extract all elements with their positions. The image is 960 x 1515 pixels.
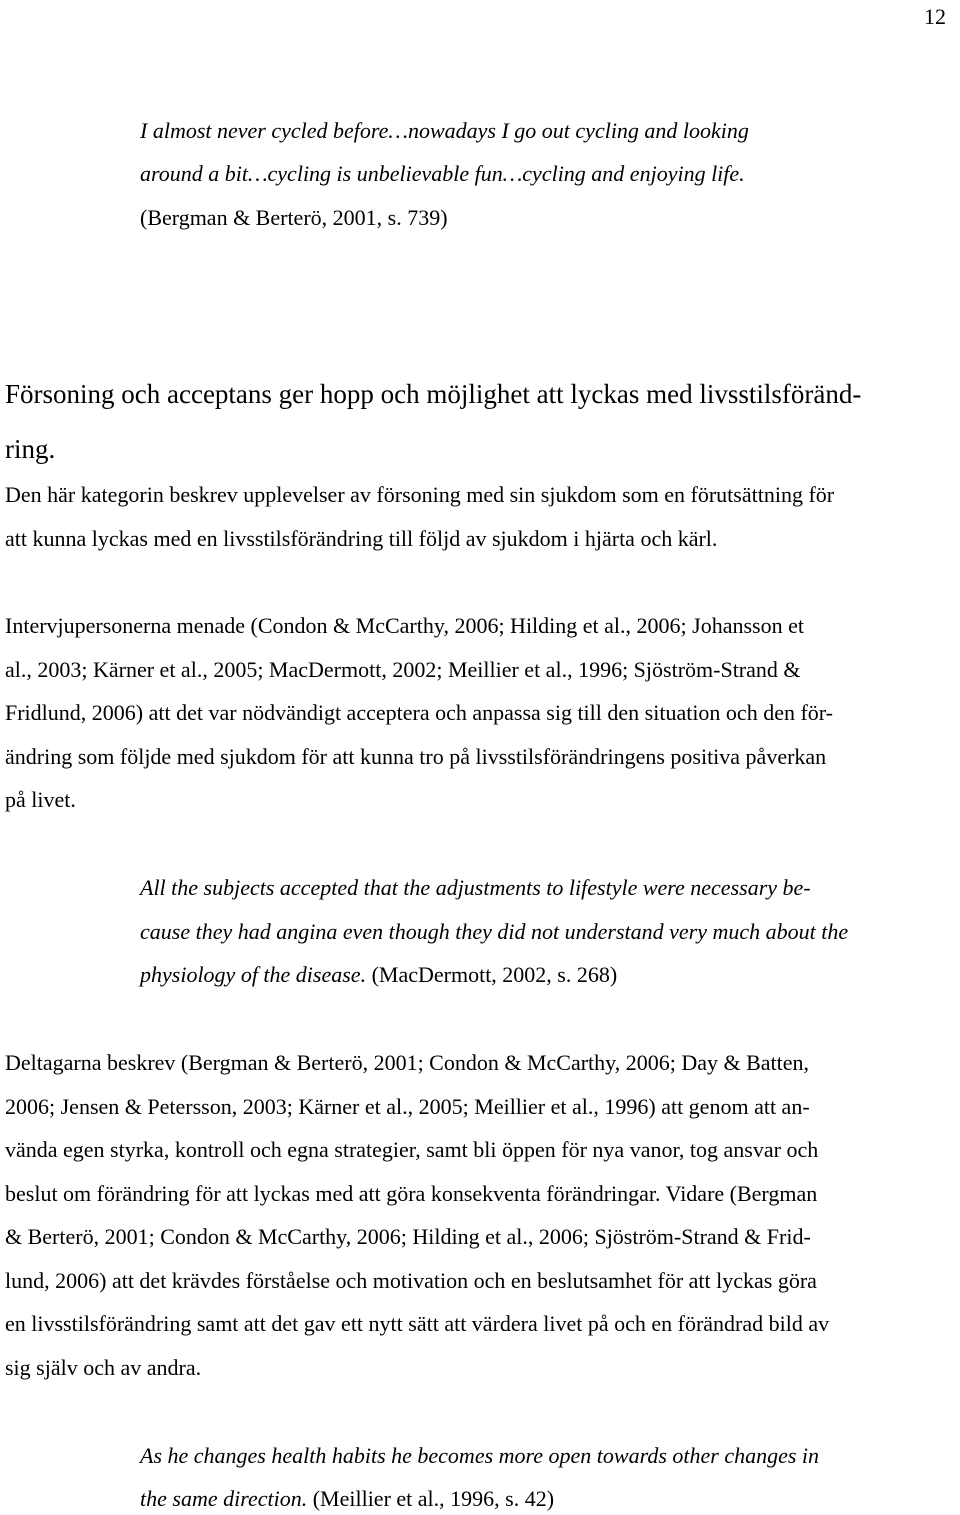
quote-line: around a bit…cycling is unbelievable fun…cycling and enjoying life. <box>140 161 745 186</box>
paragraph-line: en livsstilsförändring samt att det gav ett nytt sätt att värdera livet på och en förändrad bild av <box>5 1311 830 1336</box>
paragraph-line: beslut om förändring för att lyckas med att göra konsekventa förändringar. Vidare (Bergman <box>5 1181 818 1206</box>
heading-line: ring. <box>5 434 56 464</box>
quote-citation: (MacDermott, 2002, s. 268) <box>366 962 618 987</box>
quote-line: All the subjects accepted that the adjustments to lifestyle were necessary be- <box>140 875 811 900</box>
quote-text: physiology of the disease. <box>140 962 367 987</box>
quote-line-last <box>140 962 617 988</box>
paragraph-line: på livet. <box>5 787 76 812</box>
paragraph-line: Intervjupersonerna menade (Condon & McCarthy, 2006; Hilding et al., 2006; Johansson et <box>5 613 804 638</box>
quote-citation: (Meillier et al., 1996, s. 42) <box>307 1486 555 1511</box>
heading-line: Försoning och acceptans ger hopp och möjlighet att lyckas med livsstilsföränd- <box>5 379 862 409</box>
paragraph-line: Fridlund, 2006) att det var nödvändigt acceptera och anpassa sig till den situation och den för- <box>5 700 833 725</box>
quote-citation: (Bergman & Berterö, 2001, s. 739) <box>140 205 448 230</box>
paragraph-line: sig själv och av andra. <box>5 1355 202 1380</box>
quote-line: As he changes health habits he becomes more open towards other changes in <box>140 1443 820 1468</box>
paragraph-line: att kunna lyckas med en livsstilsförändring till följd av sjukdom i hjärta och kärl. <box>5 526 718 551</box>
quote-line-last <box>140 1486 554 1512</box>
quote-text: the same direction. <box>140 1486 308 1511</box>
paragraph-line: lund, 2006) att det krävdes förståelse och motivation och en beslutsamhet för att lyckas göra <box>5 1268 817 1293</box>
paragraph-line: vända egen styrka, kontroll och egna strategier, samt bli öppen för nya vanor, tog ansvar och <box>5 1137 819 1162</box>
paragraph-line: 2006; Jensen & Petersson, 2003; Kärner et al., 2005; Meillier et al., 1996) att genom att an- <box>5 1094 810 1119</box>
quote-line: cause they had angina even though they did not understand very much about the <box>140 919 849 944</box>
quote-line: I almost never cycled before…nowadays I go out cycling and looking <box>140 118 749 143</box>
paragraph-line: ändring som följde med sjukdom för att kunna tro på livsstilsförändringens positiva påverkan <box>5 744 827 769</box>
paragraph-line: Deltagarna beskrev (Bergman & Berterö, 2001; Condon & McCarthy, 2006; Day & Batten, <box>5 1050 810 1075</box>
page-number: 12 <box>924 4 946 29</box>
paragraph-line: al., 2003; Kärner et al., 2005; MacDermott, 2002; Meillier et al., 1996; Sjöström-Strand & <box>5 657 801 682</box>
paragraph-line: & Berterö, 2001; Condon & McCarthy, 2006; Hilding et al., 2006; Sjöström-Strand & Frid- <box>5 1224 811 1249</box>
paragraph-line: Den här kategorin beskrev upplevelser av försoning med sin sjukdom som en förutsättning för <box>5 482 835 507</box>
